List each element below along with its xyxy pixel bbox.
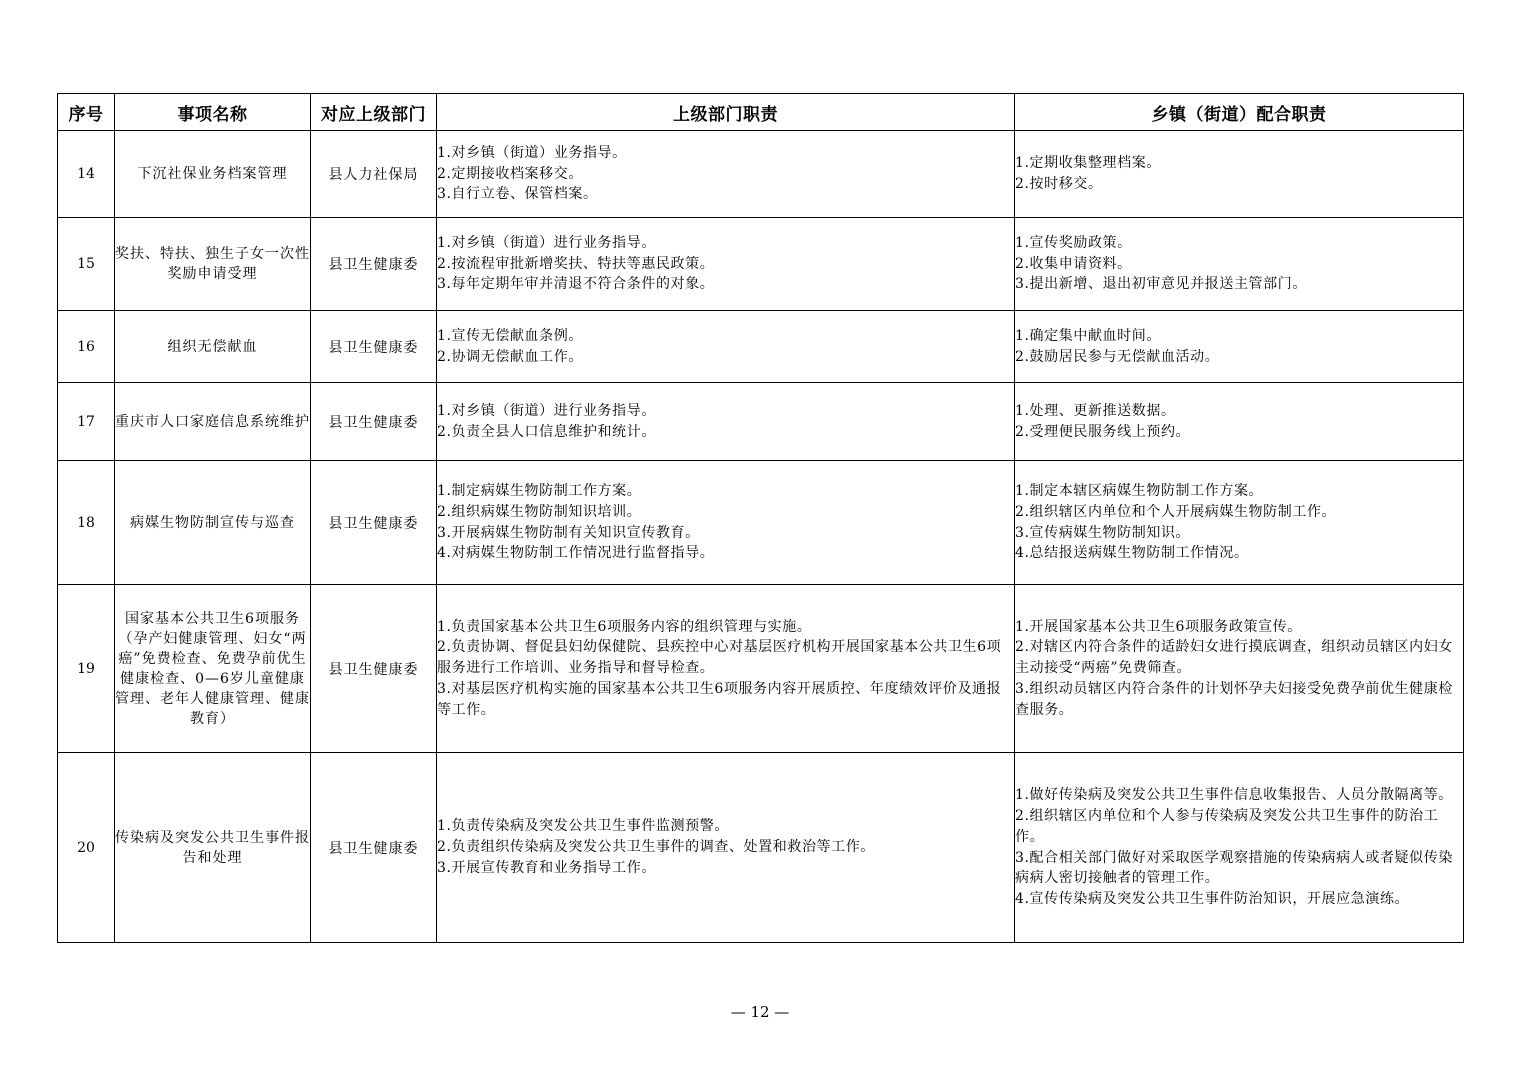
duty-item: 3.每年定期年审并清退不符合条件的对象。 [437, 276, 715, 293]
duty-item: 2.鼓励居民参与无偿献血活动。 [1015, 348, 1220, 365]
town-duties [1015, 383, 1464, 461]
town-duties [1015, 461, 1464, 585]
row-number: 19 [58, 585, 115, 753]
row-number: 17 [58, 383, 115, 461]
table-row [58, 131, 1464, 218]
duty-item: 2.对辖区内符合条件的适龄妇女进行摸底调查，组织动员辖区内妇女主动接受“两癌”免费筛查。 [1015, 639, 1453, 677]
duty-item: 3.组织动员辖区内符合条件的计划怀孕夫妇接受免费孕前优生健康检查服务。 [1015, 680, 1453, 718]
upper-duties [437, 753, 1015, 943]
duty-item: 2.按时移交。 [1015, 176, 1103, 192]
duty-item: 2.组织病媒生物防制知识培训。 [437, 503, 642, 520]
duty-item: 2.负责全县人口信息维护和统计。 [437, 423, 656, 440]
item-name: 奖扶、特扶、独生子女一次性奖励申请受理 [115, 218, 311, 311]
duty-item: 3.对基层医疗机构实施的国家基本公共卫生6项服务内容开展质控、年度绩效评价及通报等工作。 [437, 680, 1002, 718]
upper-duties [437, 218, 1015, 311]
duty-item: 2.负责协调、督促县妇幼保健院、县疾控中心对基层医疗机构开展国家基本公共卫生6项服务进行工作培训、业务指导和督导检查。 [437, 639, 1002, 677]
duty-item: 1.处理、更新推送数据。 [1015, 402, 1176, 419]
item-name: 下沉社保业务档案管理 [115, 131, 311, 218]
upper-duties [437, 585, 1015, 753]
duty-item: 1.对乡镇（街道）进行业务指导。 [437, 402, 656, 419]
duty-item: 3.开展病媒生物防制有关知识宣传教育。 [437, 524, 700, 541]
town-duties [1015, 585, 1464, 753]
duty-item: 2.协调无偿献血工作。 [437, 348, 583, 365]
duty-item: 1.制定本辖区病媒生物防制工作方案。 [1015, 482, 1264, 499]
town-duties [1015, 753, 1464, 943]
upper-department: 县卫生健康委 [311, 753, 437, 943]
header-dept: 对应上级部门 [311, 94, 437, 131]
duty-table [57, 93, 1464, 943]
item-name: 传染病及突发公共卫生事件报告和处理 [115, 753, 311, 943]
duty-item: 3.配合相关部门做好对采取医学观察措施的传染病病人或者疑似传染病病人密切接触者的管理工作。 [1015, 849, 1453, 887]
upper-duties [437, 383, 1015, 461]
header-no: 序号 [58, 94, 115, 131]
duty-item: 1.对乡镇（街道）进行业务指导。 [437, 234, 656, 251]
header-town-duty: 乡镇（街道）配合职责 [1015, 94, 1464, 131]
upper-department: 县卫生健康委 [311, 218, 437, 311]
duty-item: 4.对病媒生物防制工作情况进行监督指导。 [437, 545, 715, 562]
row-number: 16 [58, 311, 115, 383]
table-row [58, 585, 1464, 753]
row-number: 15 [58, 218, 115, 311]
row-number: 20 [58, 753, 115, 943]
duty-item: 1.确定集中献血时间。 [1015, 327, 1161, 344]
duty-item: 3.自行立卷、保管档案。 [437, 186, 598, 203]
table-row [58, 461, 1464, 585]
duty-item: 1.开展国家基本公共卫生6项服务政策宣传。 [1015, 618, 1302, 635]
duty-item: 1.制定病媒生物防制工作方案。 [437, 482, 642, 499]
table-row [58, 311, 1464, 383]
duty-item: 2.组织辖区内单位和个人开展病媒生物防制工作。 [1015, 503, 1337, 520]
table-row [58, 753, 1464, 943]
item-name: 病媒生物防制宣传与巡查 [115, 461, 311, 585]
town-duties [1015, 218, 1464, 311]
duty-item: 4.总结报送病媒生物防制工作情况。 [1015, 545, 1249, 562]
row-number: 14 [58, 131, 115, 218]
header-upper-duty: 上级部门职责 [437, 94, 1015, 131]
duty-item: 2.按流程审批新增奖扶、特扶等惠民政策。 [437, 255, 715, 272]
duty-item: 1.做好传染病及突发公共卫生事件信息收集报告、人员分散隔离等。 [1015, 787, 1453, 804]
table-row [58, 218, 1464, 311]
duty-item: 2.受理便民服务线上预约。 [1015, 423, 1191, 440]
item-name: 国家基本公共卫生6项服务（孕产妇健康管理、妇女“两癌”免费检查、免费孕前优生健康检查、0—6岁儿童健康管理、老年人健康管理、健康教育） [115, 585, 311, 753]
header-row [58, 94, 1464, 131]
table-body [58, 131, 1464, 943]
duty-item: 3.开展宣传教育和业务指导工作。 [437, 859, 656, 876]
town-duties [1015, 131, 1464, 218]
upper-department: 县卫生健康委 [311, 311, 437, 383]
upper-duties [437, 131, 1015, 218]
duty-item: 2.定期接收档案移交。 [437, 165, 583, 182]
item-name: 组织无偿献血 [115, 311, 311, 383]
upper-duties [437, 461, 1015, 585]
duty-item: 2.负责组织传染病及突发公共卫生事件的调查、处置和救治等工作。 [437, 839, 875, 856]
upper-department: 县卫生健康委 [311, 383, 437, 461]
duty-item: 1.宣传无偿献血条例。 [437, 327, 583, 344]
row-number: 18 [58, 461, 115, 585]
duty-item: 3.提出新增、退出初审意见并报送主管部门。 [1015, 276, 1307, 293]
upper-duties [437, 311, 1015, 383]
duty-item: 1.宣传奖励政策。 [1015, 234, 1132, 251]
duty-item: 2.组织辖区内单位和个人参与传染病及突发公共卫生事件的防治工作。 [1015, 807, 1439, 845]
duty-item: 1.负责传染病及突发公共卫生事件监测预警。 [437, 818, 729, 835]
duty-item: 2.收集申请资料。 [1015, 255, 1132, 272]
duty-item: 4.宣传传染病及突发公共卫生事件防治知识，开展应急演练。 [1015, 891, 1410, 908]
upper-department: 县卫生健康委 [311, 585, 437, 753]
upper-department: 县卫生健康委 [311, 461, 437, 585]
item-name: 重庆市人口家庭信息系统维护 [115, 383, 311, 461]
duty-item: 1.负责国家基本公共卫生6项服务内容的组织管理与实施。 [437, 618, 812, 635]
page-number: — 12 — [730, 1003, 790, 1021]
duty-item: 3.宣传病媒生物防制知识。 [1015, 524, 1191, 541]
upper-department: 县人力社保局 [311, 131, 437, 218]
duty-item: 1.定期收集整理档案。 [1015, 155, 1161, 172]
table-row [58, 383, 1464, 461]
header-name: 事项名称 [115, 94, 311, 131]
town-duties [1015, 311, 1464, 383]
duty-item: 1.对乡镇（街道）业务指导。 [437, 144, 627, 161]
